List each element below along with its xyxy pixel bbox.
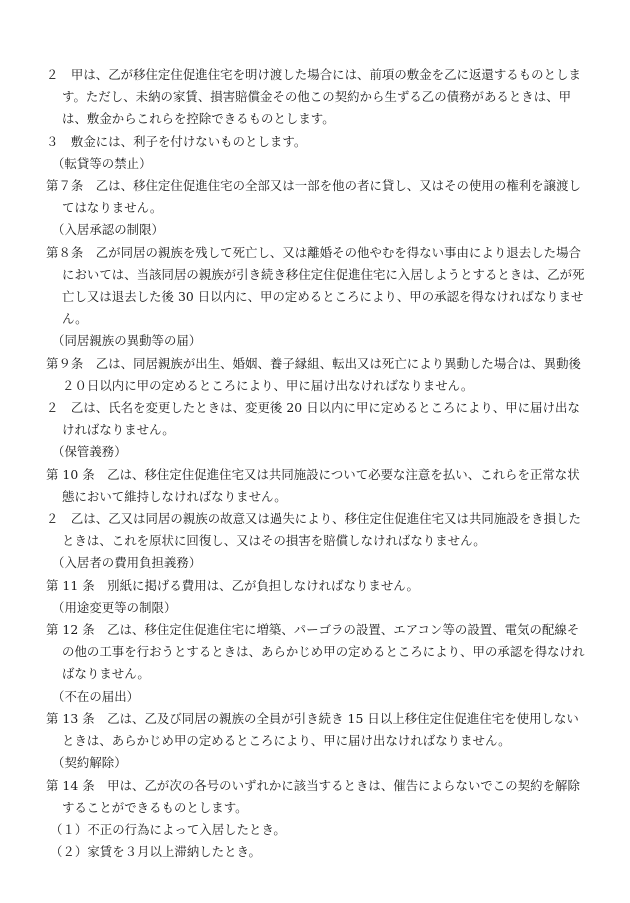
heading-tenant-costs: （入居者の費用負担義務） bbox=[52, 555, 202, 571]
article-9-paragraph-2: ２ 乙は、氏名を変更したときは、変更後 20 日以内に甲に定めるところにより、甲に届け出なければなりません。 bbox=[46, 400, 580, 438]
article-7: 第７条 乙は、移住定住促進住宅の全部又は一部を他の者に貸し、又はその使用の権利を譲渡してはなりません。 bbox=[46, 178, 581, 216]
heading-sublease: （転貸等の禁止） bbox=[52, 155, 152, 171]
heading-absence-notice: （不在の届出） bbox=[52, 688, 140, 704]
heading-occupancy-approval: （入居承認の制限） bbox=[52, 222, 164, 238]
article-8: 第８条 乙が同居の親族を残して死亡し、又は離婚その他やむを得ない事由により退去した場合においては、当該同居の親族が引き続き移住定住促進住宅に入居しようとするときは、乙が死亡し又は退去した後 30 日以内に、甲の定めるところにより、甲の承認を得なければなりません。 bbox=[46, 244, 585, 327]
list-item: （２）家賃を３月以上滞納したとき。 bbox=[50, 844, 261, 860]
article-10-paragraph-2: ２ 乙は、乙又は同居の親族の故意又は過失により、移住定住促進住宅又は共同施設をき損したときは、これを原状に回復し、又はその損害を賠償しなければなりません。 bbox=[46, 511, 581, 549]
heading-family-change: （同居親族の異動等の届） bbox=[52, 333, 202, 349]
list-item: （１）不正の行為によって入居したとき。 bbox=[50, 821, 286, 837]
article-10: 第 10 条 乙は、移住定住促進住宅又は共同施設について必要な注意を払い、これらを正常な状態において維持しなければなりません。 bbox=[46, 466, 580, 504]
article-13: 第 13 条 乙は、乙及び同居の親族の全員が引き続き 15 日以上移住定住促進住宅を使用しないときは、あらかじめ甲の定めるところにより、甲に届け出なければなりません。 bbox=[46, 710, 579, 749]
article-14: 第 14 条 甲は、乙が次の各号のいずれかに該当するときは、催告によらないでこの契約を解除することができるものとします。 bbox=[46, 777, 580, 815]
paragraph-deposit-return: ２ 甲は、乙が移住定住促進住宅を明け渡した場合には、前項の敷金を乙に返還するものとします。ただし、未納の家賃、損害賠償金その他この契約から生ずる乙の債務があるときは、甲は、敷金からこれらを控除できるものとします。 bbox=[46, 67, 581, 127]
heading-custody-duty: （保管義務） bbox=[52, 444, 127, 460]
article-12: 第 12 条 乙は、移住定住促進住宅に増築、パーゴラの設置、エアコン等の設置、電気の配線その他の工事を行おうとするときは、あらかじめ甲の定めるところにより、甲の承認を得なければなりません。 bbox=[46, 622, 585, 682]
heading-termination: （契約解除） bbox=[52, 755, 127, 771]
document-page bbox=[46, 64, 586, 863]
heading-use-change: （用途変更等の制限） bbox=[52, 599, 177, 615]
article-11: 第 11 条 別紙に掲げる費用は、乙が負担しなければなりません。 bbox=[46, 577, 419, 593]
paragraph-deposit-interest: ３ 敷金には、利子を付けないものとします。 bbox=[46, 133, 307, 149]
article-9: 第９条 乙は、同居親族が出生、婚姻、養子縁組、転出又は死亡により異動した場合は、異動後２０日以内に甲の定めるところにより、甲に届け出なければなりません。 bbox=[46, 355, 581, 393]
